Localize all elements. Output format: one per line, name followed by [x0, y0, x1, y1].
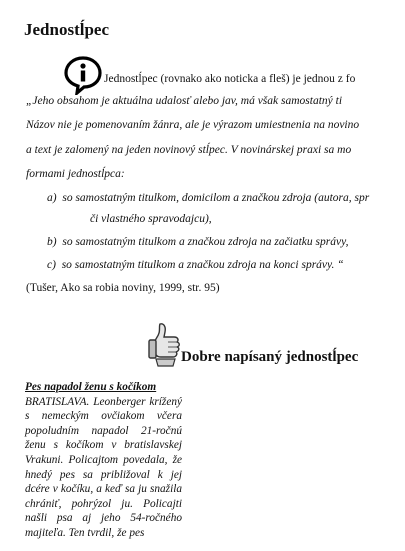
list-item-continuation: či vlastného spravodajcu), [90, 213, 212, 225]
quote-line: Názov nie je pomenovaním žánra, ale je výrazom umiestnenia na novino [26, 119, 360, 131]
article-column [25, 380, 182, 541]
citation: (Tušer, Ako sa robia noviny, 1999, str. 95) [26, 282, 220, 294]
list-item [47, 236, 348, 248]
quote-line: formami jednostĺpca: [26, 168, 125, 180]
thumbs-up-icon [147, 322, 181, 368]
list-item [47, 192, 369, 204]
page-title: Jednostĺpec [24, 20, 109, 39]
list-marker: b) [47, 236, 57, 248]
list-marker: a) [47, 192, 57, 204]
article-headline: Pes napadol ženu s kočíkom [25, 381, 157, 393]
list-item-text: so samostatným titulkom a značkou zdroja na konci správy. “ [61, 259, 344, 271]
list-item [47, 259, 344, 271]
quote-line: a text je zalomený na jeden novinový stĺpec. V novinárskej praxi sa mo [26, 144, 352, 156]
quote-line: „Jeho obsahom je aktuálna udalosť alebo jav, má však samostatný ti [26, 95, 343, 107]
intro-text: Jednostĺpec (rovnako ako noticka a fleš) je jednou z fo [104, 73, 356, 85]
list-item-text: so samostatným titulkom, domicilom a značkou zdroja (autora, spr [62, 192, 370, 204]
list-item-text: so samostatným titulkom a značkou zdroja na začiatku správy, [62, 236, 349, 248]
article-body: BRATISLAVA. Leonberger krížený s nemeckým ovčiakom včera popoludním napadol 21-ročnú ženu s kočíkom v bratislavskej Vrakuni. Policajtom povedala, že hnedý pes sa približoval k jej dcére v kočíku, a keď sa ju snažila chrániť, pohrýzol ju. Policajti našli psa aj jeho 54-ročného majiteľa. Ten tvrdil, že pes [25, 395, 182, 539]
info-icon [63, 55, 103, 95]
list-marker: c) [47, 259, 56, 271]
section-subheading: Dobre napísaný jednostĺpec [181, 349, 359, 365]
